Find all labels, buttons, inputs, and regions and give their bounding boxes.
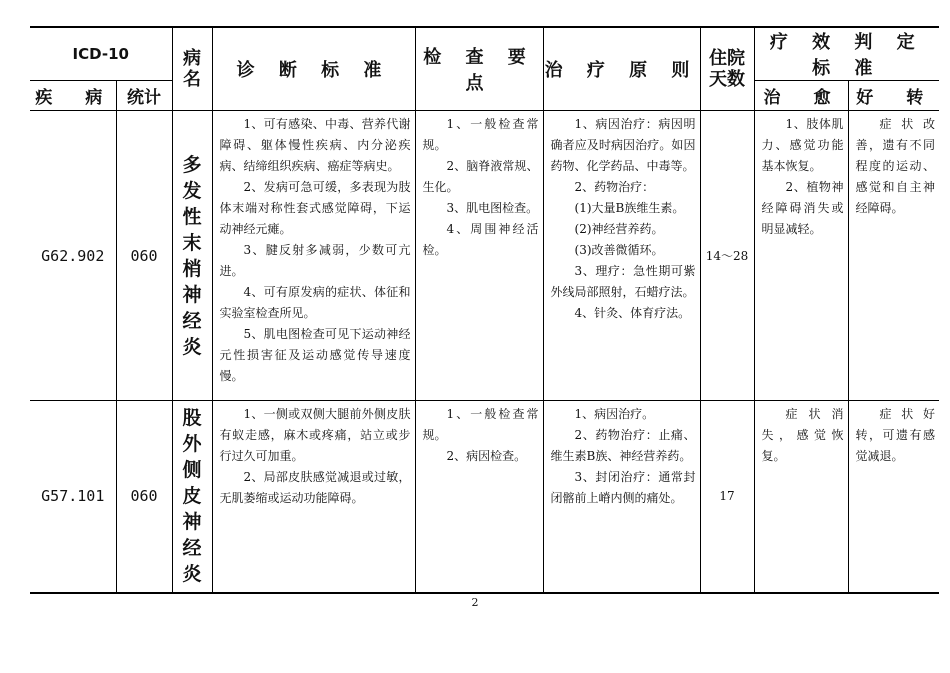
- disease-name-header: [172, 27, 212, 111]
- icd-code: G57.101: [30, 401, 116, 593]
- disease-name-text: 多发性末梢神经炎: [182, 153, 202, 358]
- cure-header: 治 愈: [754, 81, 848, 111]
- cure-item: 症状消失，感觉恢复。: [761, 407, 844, 463]
- treatment-item: 3、理疗：急性期可紫外线局部照射，石蜡疗法。: [550, 264, 696, 299]
- cure-cell: [754, 401, 848, 593]
- cure-cell: [754, 111, 848, 401]
- diagnosis-item: 3、腱反射多减弱，少数可亢进。: [219, 243, 411, 278]
- efficacy-header: 疗 效 判 定 标 准: [754, 27, 939, 81]
- stay-days: 14～28: [700, 111, 754, 401]
- page-number: 2: [471, 596, 479, 609]
- disease-name-header-text: 病名: [183, 48, 202, 90]
- diagnosis-standard-table: [30, 26, 939, 594]
- exam-header: 检 查 要 点: [415, 27, 543, 111]
- treatment-item: (2)神经营养药。: [574, 222, 664, 236]
- diagnosis-cell: [212, 401, 415, 593]
- cure-item: 2、植物神经障碍消失或明显减轻。: [761, 180, 844, 236]
- improve-header: 好 转: [848, 81, 939, 111]
- treatment-item: 4、针灸、体育疗法。: [574, 306, 691, 320]
- treatment-item: 1、病因治疗：病因明确者应及时病因治疗。如因药物、化学药品、中毒等。: [550, 117, 696, 173]
- exam-item: 4、周围神经活检。: [422, 222, 539, 257]
- diagnosis-item: 2、发病可急可缓，多表现为肢体末端对称性套式感觉障碍，下运动神经元瘫。: [219, 180, 411, 236]
- stay-days: 17: [700, 401, 754, 593]
- improve-cell: [848, 111, 939, 401]
- exam-item: 2、脑脊液常规、生化。: [422, 159, 539, 194]
- exam-item: 1、一般检查常规。: [422, 407, 539, 442]
- treatment-item: (1)大量B族维生素。: [574, 201, 685, 215]
- diagnosis-item: 1、一侧或双侧大腿前外侧皮肤有蚁走感，麻木或疼痛，站立或步行过久可加重。: [219, 407, 411, 463]
- exam-item: 3、肌电图检查。: [446, 201, 539, 215]
- diagnosis-item: 1、可有感染、中毒、营养代谢障碍、躯体慢性疾病、内分泌疾病、结缔组织疾病、癌症等病史。: [219, 117, 411, 173]
- exam-cell: [415, 401, 543, 593]
- treatment-item: 1、病因治疗。: [574, 407, 655, 421]
- stat-header: 统计: [116, 81, 172, 111]
- treatment-item: 3、封闭治疗：通常封闭髂前上嵴内侧的痛处。: [550, 470, 696, 505]
- treatment-item: 2、药物治疗：: [574, 180, 655, 194]
- icd-code: G62.902: [30, 111, 116, 401]
- disease-header: 疾 病: [30, 81, 116, 111]
- stat-code: 060: [116, 401, 172, 593]
- exam-cell: [415, 111, 543, 401]
- disease-name-text: 股外侧皮神经炎: [182, 407, 202, 586]
- diagnosis-item: 5、肌电图检查可见下运动神经元性损害征及运动感觉传导速度慢。: [219, 327, 411, 383]
- treatment-header: 治 疗 原 则: [543, 27, 700, 111]
- table-row: [30, 401, 939, 593]
- exam-item: 2、病因检查。: [446, 449, 527, 463]
- treatment-item: 2、药物治疗：止痛、维生素B族、神经营养药。: [550, 428, 696, 463]
- stat-code: 060: [116, 111, 172, 401]
- treatment-cell: [543, 111, 700, 401]
- improve-item: 症状改善，遗有不同程度的运动、感觉和自主神经障碍。: [855, 117, 936, 215]
- improve-cell: [848, 401, 939, 593]
- improve-item: 症状好转，可遗有感觉减退。: [855, 407, 936, 463]
- diagnosis-item: 4、可有原发病的症状、体征和实验室检查所见。: [219, 285, 411, 320]
- stay-days-header: [700, 27, 754, 111]
- table-row: [30, 111, 939, 401]
- disease-name: [172, 111, 212, 401]
- diagnosis-header: 诊 断 标 准: [212, 27, 415, 111]
- stay-days-header-text: 住院天数: [709, 48, 746, 90]
- exam-item: 1、一般检查常规。: [422, 117, 539, 152]
- icd-header: ICD-10: [30, 27, 172, 81]
- treatment-cell: [543, 401, 700, 593]
- treatment-item: (3)改善微循环。: [574, 243, 664, 257]
- diagnosis-item: 2、局部皮肤感觉减退或过敏，无肌萎缩或运动功能障碍。: [219, 470, 411, 505]
- cure-item: 1、肢体肌力、感觉功能基本恢复。: [761, 117, 844, 173]
- diagnosis-cell: [212, 111, 415, 401]
- disease-name: [172, 401, 212, 593]
